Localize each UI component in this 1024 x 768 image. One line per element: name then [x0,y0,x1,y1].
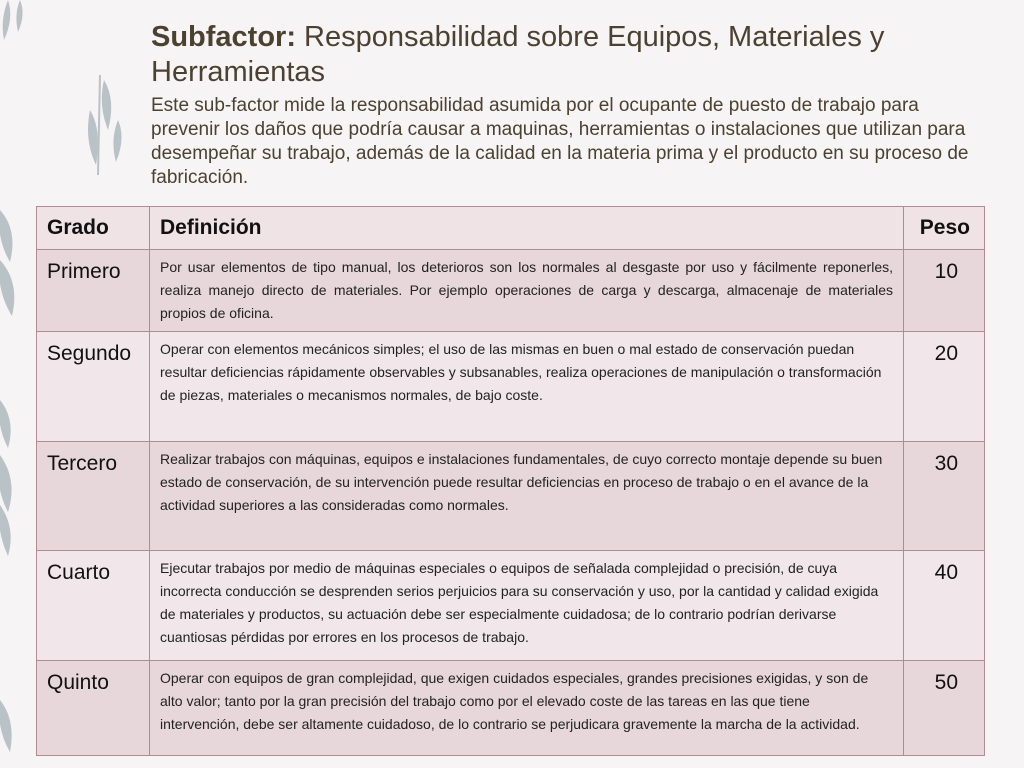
peso-cell: 20 [904,332,985,442]
grado-cell: Quinto [37,661,150,756]
table-row [37,250,985,332]
page-description: Este sub-factor mide la responsabilidad asumida por el ocupante de puesto de trabajo para prevenir los daños que podría causar a maquinas, herramientas o instalaciones que utilizan para desempeñar su trabajo, además de la calidad en la materia prima y el producto en su proceso de fabricación. [151,95,969,188]
grado-cell: Cuarto [37,551,150,661]
table-row [37,332,985,442]
grado-cell: Tercero [37,442,150,551]
header-peso: Peso [904,207,985,250]
title-rest: Responsabilidad sobre Equipos, Materiales y Herramientas [151,21,885,88]
definition-cell: Ejecutar trabajos por medio de máquinas especiales o equipos de señalada complejidad o precisión, de cuya incorrecta conducción se desprenden serios perjuicios para su conservación y uso, por la cantidad y calidad exigida de materiales y productos, su actuación debe ser especialmente cuidadosa; de lo contrario podrían derivarse cuantiosas pérdidas por errores en los procesos de trabajo. [150,551,904,661]
header-definicion: Definición [150,207,904,250]
table-row [37,551,985,661]
grado-cell: Segundo [37,332,150,442]
grading-table [36,206,985,756]
peso-cell: 30 [904,442,985,551]
definition-cell: Operar con elementos mecánicos simples; el uso de las mismas en buen o mal estado de conservación puedan resultar deficiencias rápidamente observables y subsanables, realiza operaciones de manipulación o transformación de piezas, materiales o mecanismos normales, de bajo coste. [150,332,904,442]
definition-cell: Operar con equipos de gran complejidad, que exigen cuidados especiales, grandes precisiones exigidas, y son de alto valor; tanto por la gran precisión del trabajo como por el elevado coste de las tareas en las que tiene intervención, debe ser altamente cuidadoso, de lo contrario se perjudicara gravemente la marcha de la actividad. [150,661,904,756]
title-block [151,20,991,190]
definition-cell: Por usar elementos de tipo manual, los deterioros son los normales al desgaste por uso y fácilmente reponerles, realiza manejo directo de materiales. Por ejemplo operaciones de carga y descarga, almacenaje de materiales propios de oficina. [150,250,904,332]
definition-cell: Realizar trabajos con máquinas, equipos e instalaciones fundamentales, de cuyo correcto montaje depende su buen estado de conservación, de su intervención puede resultar deficiencias en proceso de trabajo o en el avance de la actividad superiores a las consideradas como normales. [150,442,904,551]
title-bold: Subfactor: [151,21,296,53]
grado-cell: Primero [37,250,150,332]
page-title [151,20,991,90]
table-row [37,442,985,551]
table-header-row [37,207,985,250]
peso-cell: 50 [904,661,985,756]
table-row [37,661,985,756]
peso-cell: 10 [904,250,985,332]
peso-cell: 40 [904,551,985,661]
header-grado: Grado [37,207,150,250]
